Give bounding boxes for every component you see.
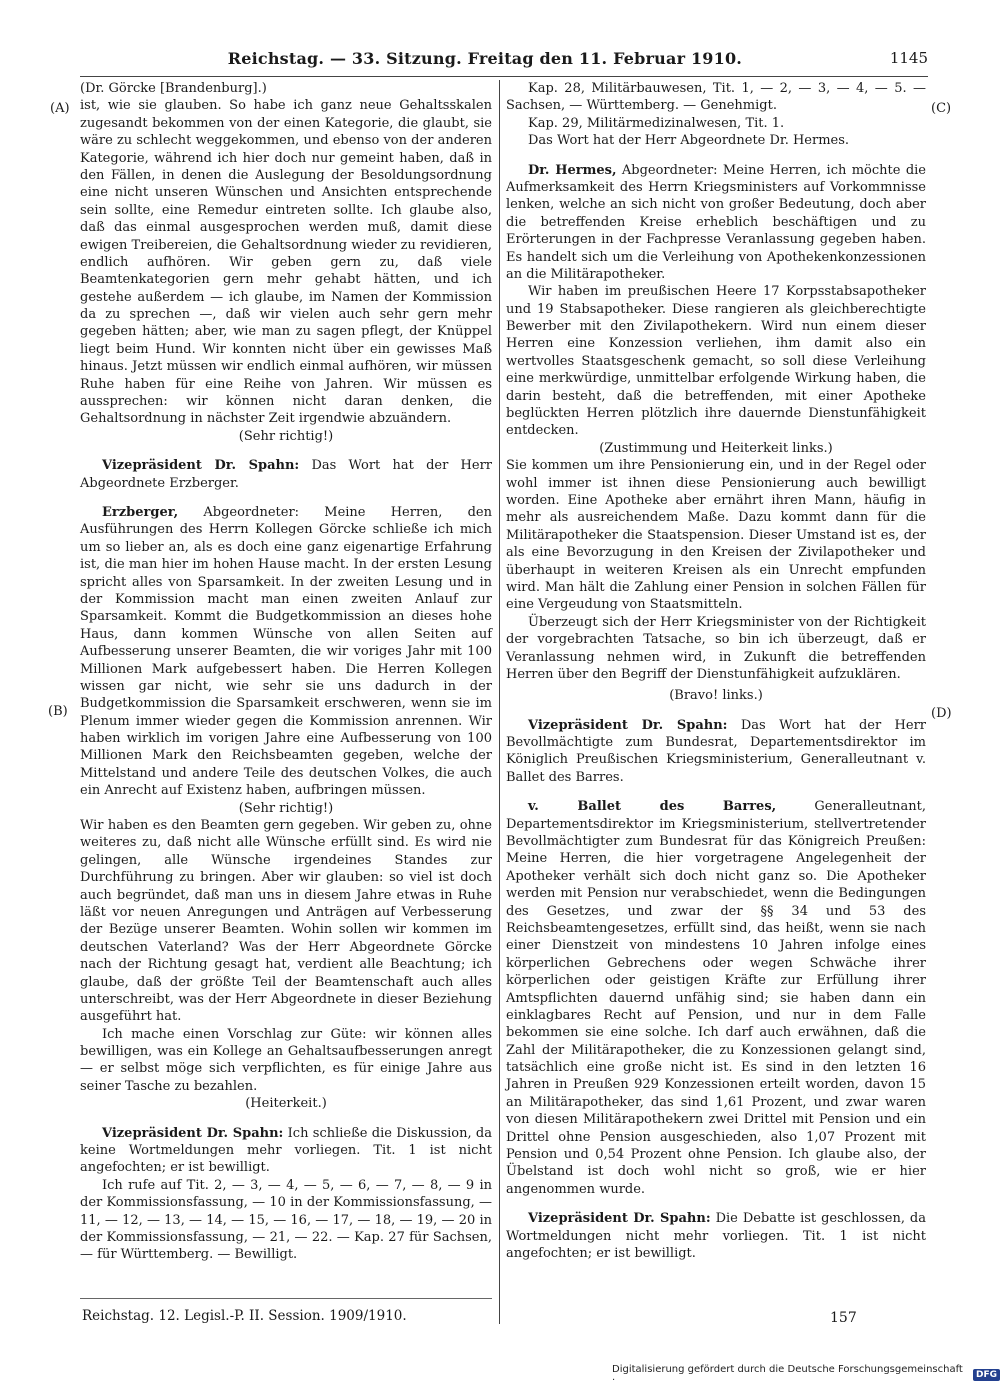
paragraph: ist, wie sie glauben. So habe ich ganz neue Gehaltsskalen zugesandt bekommen von der einen Kategorie, die glaubt, sie wäre zu schlecht weggekommen, und ebenso von der anderen Kategorie, während ich hier doch nur gemeint haben, daß in den Fällen, in denen die Auslegung der Besoldungsordnung eine nicht unseren Wünschen und Ansichten entsprechende sein sollte, eine Remedur eintreten sollte. Ich glaube also, daß das einmal ausgesprochen werden muß, damit diese ewigen Treibereien, die Gehaltsordnung wieder zu revidieren, endlich aufhören. Wir geben gern zu, daß viele Beamtenkategorien gern mehr gehabt hätten, und ich gestehe außerdem — ich glaube, im Namen der Kommission da zu sprechen —, daß wir vielen auch sehr gern mehr gegeben hätten; aber, wie man zu sagen pflegt, der Knüppel liegt beim Hund. Wir konnten nicht über ein gewisses Maß hinaus. Jetzt müssen wir endlich einmal aufhören, wir müssen Ruhe haben für eine Reihe von Jahren. Wir müssen es aussprechen: wir können nicht daran denken, die Gehaltsordnung in nächster Zeit irgendwie abzuändern. — [80, 98, 492, 427]
interjection: (Zustimmung und Heiterkeit links.) — [599, 440, 833, 456]
footer-imprint: Reichstag. 12. Legisl.-P. II. Session. 1909/1910. — [82, 1308, 407, 1324]
interjection: (Heiterkeit.) — [245, 1096, 327, 1112]
speaker-paragraph — [80, 504, 492, 800]
footer-rule — [80, 1298, 492, 1299]
signature-number: 157 — [830, 1310, 857, 1326]
paragraph: Überzeugt sich der Herr Kriegsminister von der Richtigkeit der vorgebrachten Tatsache, so bin ich überzeugt, daß er Veranlassung nehmen wird, in Zukunft die betreffenden Herren über den Begriff der Dienstunfähigkeit aufzuklären. — [506, 614, 926, 682]
header-rule — [80, 76, 928, 77]
running-header — [80, 44, 928, 72]
speaker-name: Vizepräsident Dr. Spahn: — [528, 717, 728, 733]
speech-text: Abgeordneter: Meine Herren, ich möchte die Aufmerksamkeit des Herrn Kriegsministers auf Vorkommnisse lenken, welche an sich nicht von großer Bedeutung, doch aber die betreffenden Kreise erheblich beschäftigen und zu Erörterungen in der Fachpresse Veranlassung gegeben haben. Es handelt sich um die Verleihung von Apothekenkonzessionen an die Militärapotheker. — [506, 162, 926, 282]
interjection: (Sehr richtig!) — [238, 428, 334, 444]
paragraph: Ich mache einen Vorschlag zur Güte: wir können alles bewilligen, was ein Kollege an Gehaltsaufbesserungen anregt — er selbst möge sich verpflichten, es für einige Jahre aus seiner Tasche zu bezahlen. — [80, 1026, 492, 1094]
interjection: (Bravo! links.) — [669, 688, 763, 704]
speaker-paragraph — [506, 717, 926, 787]
speaker-name: Vizepräsident Dr. Spahn: — [528, 1211, 711, 1227]
speech-text: Ich schließe die Diskussion, da keine Wortmeldungen mehr vorliegen. Tit. 1 ist nicht angefochten; er ist bewilligt. — [80, 1125, 492, 1176]
paragraph: Ich rufe auf Tit. 2, — 3, — 4, — 5, — 6, — 7, — 8, — 9 in der Kommissionsfassung, — 10 in der Kommissionsfassung, — 11, — 12, — 13, — 14, — 15, — 16, — 17, — 18, — 19, — 20 in der Kommissionsfassung, — 21, — 22. — Kap. 27 für Sachsen, — für Württemberg. — Bewilligt. — [80, 1177, 492, 1263]
speech-text: Die Debatte ist geschlossen, da Wortmeldungen nicht mehr vorliegen. Tit. 1 ist nicht angefochten; er ist bewilligt. — [506, 1211, 926, 1261]
running-speaker: (Dr. Görcke [Brandenburg].) — [80, 81, 267, 96]
speaker-paragraph — [506, 1210, 926, 1262]
speech-text: Abgeordneter: Meine Herren, den Ausführungen des Herrn Kollegen Görcke schließe ich mich um so lieber an, als es doch eine ganz eigenartige Erfahrung ist, die man hier im hohen Hause macht. In der ersten Lesung spricht alles von Sparsamkeit. In der zweiten Lesung und in der Kommission macht man einen zweiten Anlauf zur Sparsamkeit. Kommt die Budgetkommission an dieses hohe Haus, dann kommen Wünsche von allen Seiten auf Aufbesserung unserer Beamten, die wir voriges Jahr mit 100 Millionen Mark aufgebessert haben. Die Herren Kollegen wissen gar nicht, wie sehr sie uns dadurch in der Budgetkommission die Sparsamkeit erschweren, wenn sie im Plenum immer wieder gegen die Kommission anrennen. Wir haben wirklich im vorigen Jahre eine Aufbesserung von 100 Millionen Mark den Reichsbeamten gegeben, welche der Mittelstand und andere Teile des deutschen Volkes, die auch ein Anrecht auf Existenz haben, aufbringen müssen. — [80, 504, 492, 799]
margin-marker-d: (D) — [931, 706, 952, 721]
speaker-paragraph — [506, 162, 926, 284]
paragraph: Wir haben es den Beamten gern gegeben. Wir geben zu, ohne weiteres zu, daß nicht alle Wünsche erfüllt sind. Es wird nie gelingen, alle Wünsche irgendeines Standes zur Durchführung zu bringen. Aber wir glauben: so viel ist doch auch begründet, daß man uns in diesem Jahre etwas in Ruhe läßt vor neuen Anregungen und Anträgen auf Verbesserung der Bezüge unserer Beamten. Wohin sollen wir kommen im deutschen Vaterland? Was der Herr Abgeordnete Görcke nach der Richtung gesagt hat, verdient alle Beachtung; ich glaube, daß der größte Teil der Beamtenschaft auch alles unterschreibt, was der Herr Abgeordnete in dieser Beziehung ausgeführt hat. — [80, 818, 492, 1025]
credit-text: Digitalisierung gefördert durch die Deutsche Forschungsgemeinschaft · — [612, 1364, 963, 1386]
speech-text: Generalleutnant, Departementsdirektor im Kriegsministerium, stellvertretender Bevollmächtigter zum Bundesrat für das Königreich Preußen: Meine Herren, die hier vorgetragene Angelegenheit der Apotheker verhält sich doch nicht ganz so. Die Apotheker werden mit Pension nur verabschiedet, wenn die Bedingungen des Gesetzes, und zwar der §§ 34 und 53 des Reichsbeamtengesetzes, erfüllt sind, das heißt, wenn sie nach einer Dienstzeit von mindestens 10 Jahren infolge eines körperlichen Gebrechens oder wegen Schwäche ihrer körperlichen oder geistigen Kräfte zur Erfüllung ihrer Amtspflichten dauernd unfähig sind; sie haben dann ein einklagbares Recht auf Pension, und nur in dem Falle bekommen sie eine solche. Ich darf auch erwähnen, daß die Zahl der Militärapotheker, die zu Konzessionen gelangt sind, tatsächlich eine große nicht ist. Es sind in den letzten 16 Jahren in Preußen 929 Konzessionen erteilt worden, davon 15 an Militärapotheker, das sind 1,61 Prozent, und zwar waren von diesen Militärapothekern zwei Drittel mit Pension und ein Drittel ohne Pension ausgeschieden, also 1,07 Prozent mit Pension und 0,54 Prozent ohne Pension. Ich glaube also, der Übelstand ist doch wohl nicht so groß, wie er hier angenommen wurde. — [506, 799, 926, 1197]
speaker-name: Vizepräsident Dr. Spahn: — [102, 458, 300, 474]
speaker-name: Erzberger, — [102, 504, 179, 520]
page-number: 1145 — [889, 49, 928, 67]
column-divider — [499, 80, 500, 1324]
speaker-paragraph — [80, 1125, 492, 1177]
right-column — [506, 80, 926, 1262]
margin-marker-c: (C) — [931, 101, 952, 116]
dfg-logo: DFG — [973, 1369, 1000, 1381]
speaker-name: v. Ballet des Barres, — [528, 799, 777, 815]
left-column — [80, 80, 492, 1264]
speaker-name: Dr. Hermes, — [528, 162, 617, 178]
speaker-paragraph — [506, 798, 926, 1198]
paragraph: Kap. 28, Militärbauwesen, Tit. 1, — 2, — 3, — 4, — 5. — Sachsen, — Württemberg. — Genehmigt. — [506, 81, 926, 114]
paragraph: Kap. 29, Militärmedizinalwesen, Tit. 1. — [528, 115, 785, 131]
speaker-name: Vizepräsident Dr. Spahn: — [102, 1125, 284, 1141]
interjection: (Sehr richtig!) — [238, 800, 334, 816]
speech-text: Das Wort hat der Herr Bevollmächtigte zum Bundesrat, Departementsdirektor im Königlich Preußischen Kriegsministerium, Generalleutnant v. Ballet des Barres. — [506, 717, 927, 785]
paragraph: Sie kommen um ihre Pensionierung ein, und in der Regel oder wohl immer ist ihnen diese Pensionierung auch bewilligt worden. Eine Apotheke aber ernährt ihren Mann, häufig in mehr als ausreichendem Maße. Dazu kommt dann für die Militärapotheker die Staatspension. Dieser Umstand ist es, der als eine Bevorzugung in den Kreisen der Zivilapotheker und überhaupt in weiteren Kreisen als ein Unrecht empfunden wird. Man hält die Zahlung einer Pension in solchen Fällen für eine Vergeudung von Staatsmitteln. — [506, 458, 926, 613]
margin-marker-a: (A) — [50, 101, 70, 116]
margin-marker-b: (B) — [48, 704, 68, 719]
paragraph: Wir haben im preußischen Heere 17 Korpsstabsapotheker und 19 Stabsapotheker. Diese rangieren als gleichberechtigte Bewerber mit den Zivilapothekern. Wird nun einem dieser Herren eine Konzession verliehen, ihm damit also ein wertvolles Staatsgeschenk gemacht, so soll diese Verleihung eine merkwürdige, unmittelbar erfolgende Wirkung haben, die darin besteht, daß die betreffenden, mit einer Apotheke beglückten Herren plötzlich ihre dauernde Dienstunfähigkeit entdecken. — [506, 284, 926, 439]
speech-text: Das Wort hat der Herr Abgeordnete Erzberger. — [80, 458, 492, 491]
header-title: Reichstag. — 33. Sitzung. Freitag den 11. Februar 1910. — [227, 48, 743, 68]
speaker-paragraph — [80, 457, 492, 492]
paragraph: Das Wort hat der Herr Abgeordnete Dr. Hermes. — [528, 133, 850, 149]
